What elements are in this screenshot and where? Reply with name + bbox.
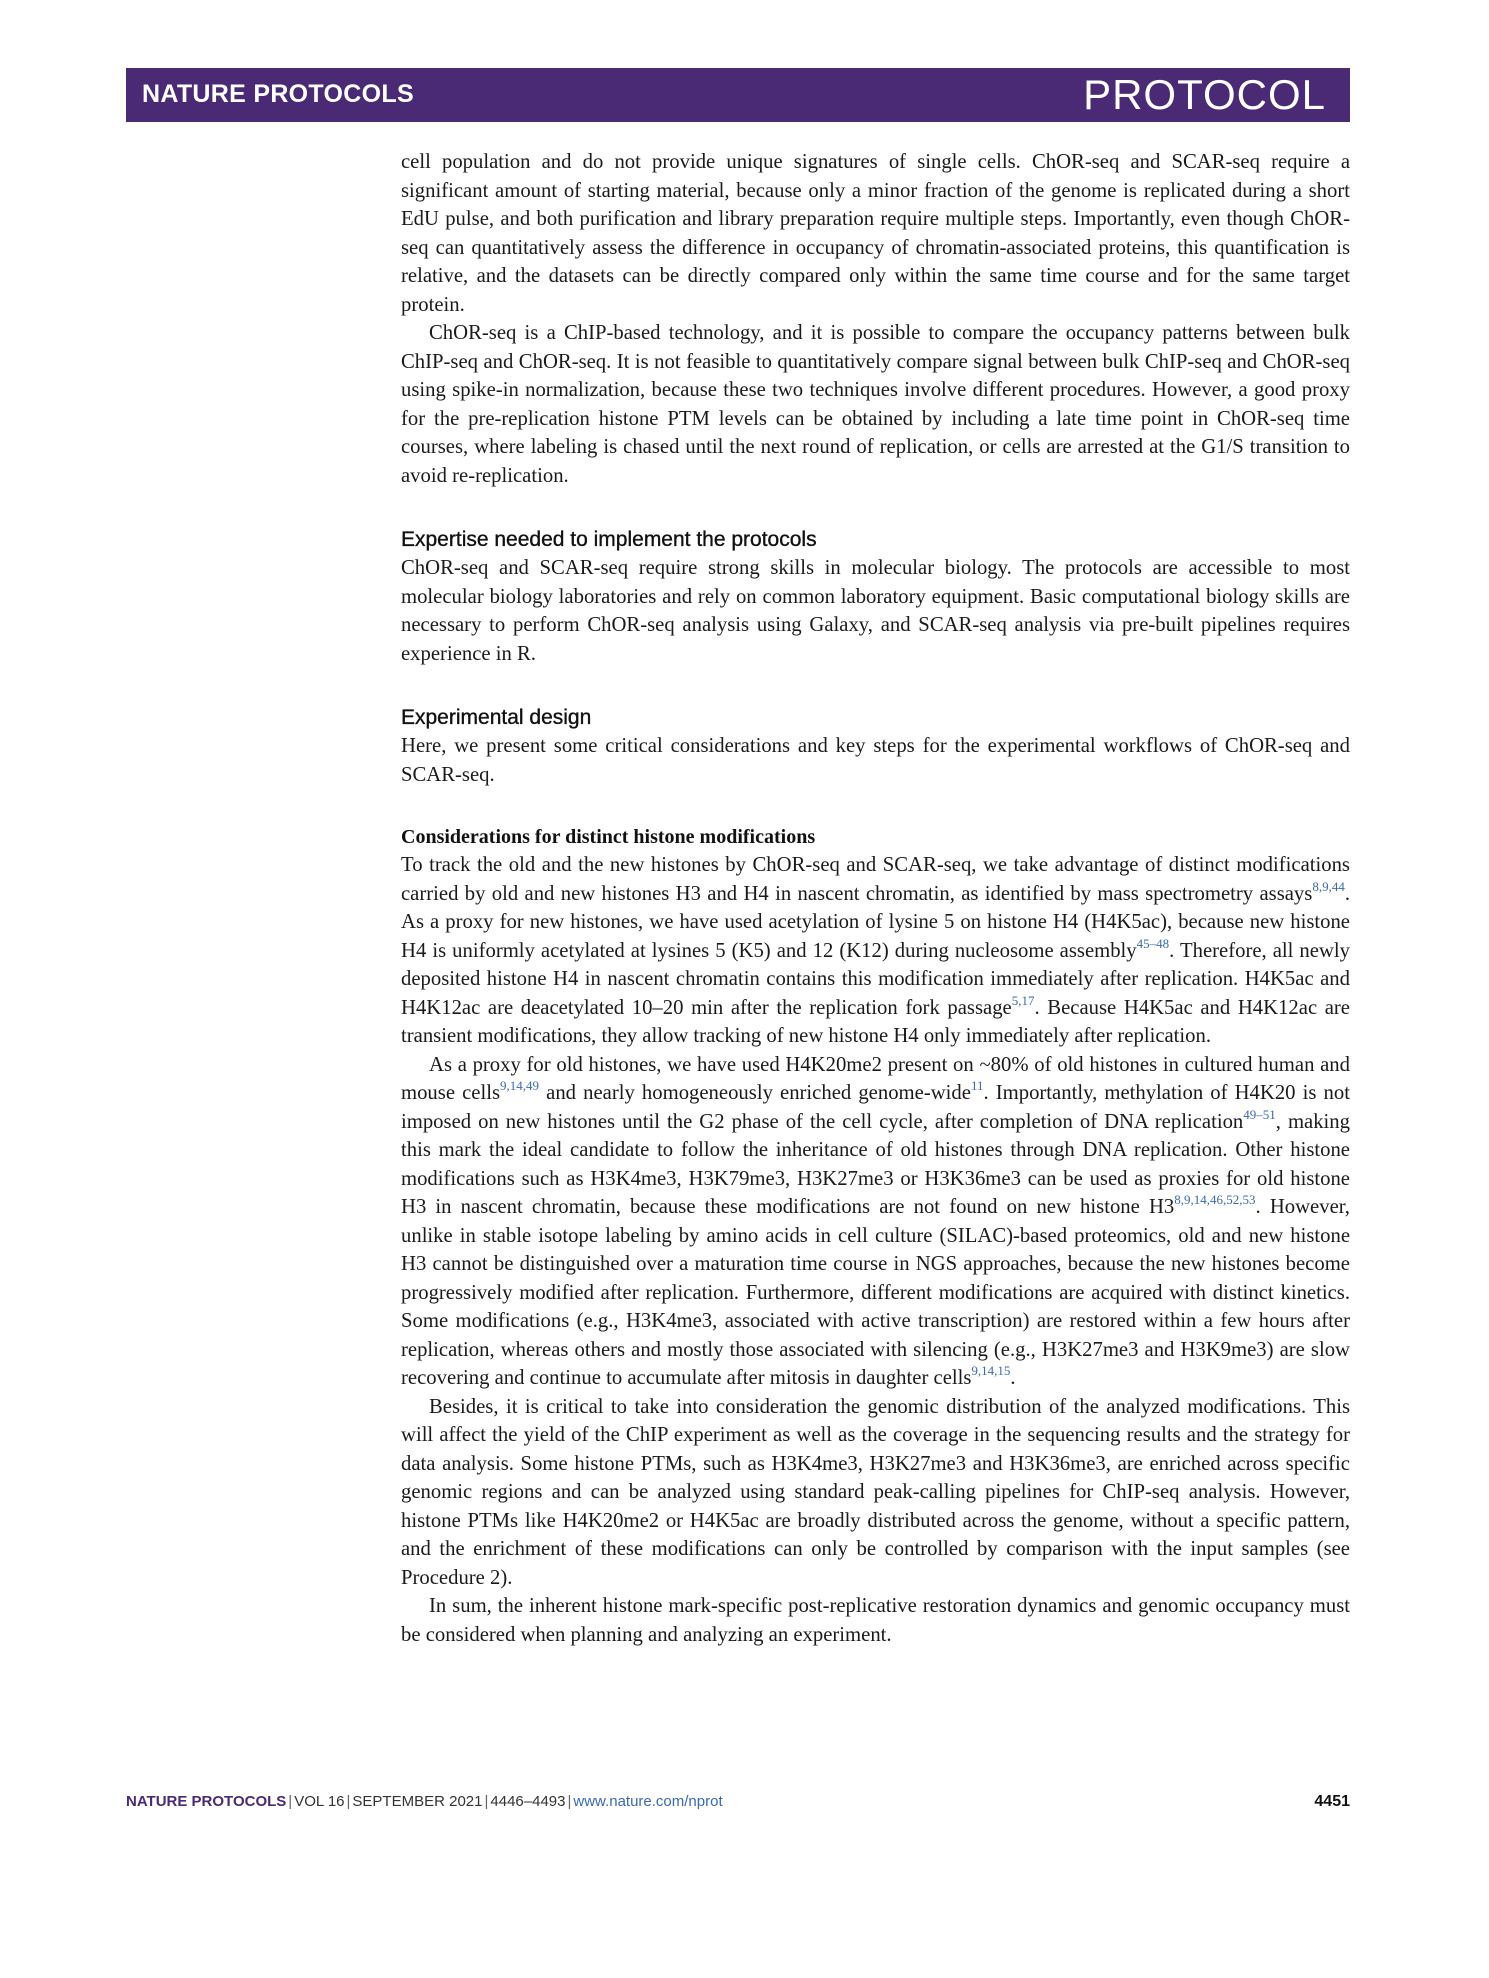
reference-link[interactable]: 5,17 xyxy=(1011,992,1035,1008)
paragraph: cell population and do not provide unique signatures of single cells. ChOR-seq and SCAR-seq require a significant amount of starting material, because only a minor fraction of the genome is replicated during a short EdU pulse, and both purification and library preparation require multiple steps. Importantly, even though ChOR-seq can quantitatively assess the difference in occupancy of chromatin-associated proteins, this quantification is relative, and the datasets can be directly compared only within the same time course and for the same target protein. xyxy=(401,151,1350,316)
page-footer: NATURE PROTOCOLS | VOL 16 | SEPTEMBER 2021 | 4446–4493 | www.nature.com/nprot 4451 xyxy=(126,1793,1350,1810)
paragraph: Here, we present some critical considerations and key steps for the experimental workflows of ChOR-seq and SCAR-seq. xyxy=(401,735,1350,786)
footer-url-link[interactable]: www.nature.com/nprot xyxy=(573,1793,723,1810)
paragraph: Besides, it is critical to take into consideration the genomic distribution of the analyzed modifications. This will affect the yield of the ChIP experiment as well as the coverage in the sequencing results and the strategy for data analysis. Some histone PTMs, such as H3K4me3, H3K27me3 and H3K36me3, are enriched across specific genomic regions and can be analyzed using standard peak-calling pipelines for ChIP-seq analysis. However, histone PTMs like H4K20me2 or H4K5ac are broadly distributed across the genome, without a specific pattern, and the enrichment of these modifications can only be controlled by comparison with the input samples (see Procedure 2). xyxy=(401,1395,1350,1589)
text: . As a proxy for new histones, we have used acetylation of lysine 5 on histone H4 (H4K5ac), because new histone H4 is uniformly acetylated at lysines 5 (K5) and 12 (K12) during nucleosome assembly xyxy=(401,882,1350,962)
reference-link[interactable]: 11 xyxy=(970,1078,984,1093)
paragraph: ChOR-seq and SCAR-seq require strong skills in molecular biology. The protocols are accessible to most molecular biology laboratories and rely on common laboratory equipment. Basic computational biology skills are necessary to perform ChOR-seq analysis using Galaxy, and SCAR-seq analysis via pre-built pipelines requires experience in R. xyxy=(401,557,1350,665)
paragraph xyxy=(401,1051,1350,1393)
reference-link[interactable]: 8,9,44 xyxy=(1312,878,1345,894)
footer-pages: 4446–4493 xyxy=(490,1793,566,1810)
reference-link[interactable]: 9,14,49 xyxy=(500,1078,540,1093)
paragraph: In sum, the inherent histone mark-specific post-replicative restoration dynamics and genomic occupancy must be considered when planning and analyzing an experiment. xyxy=(401,1595,1350,1646)
text: . However, unlike in stable isotope labeling by amino acids in cell culture (SILAC)-based proteomics, old and new histone H3 cannot be distinguished over a maturation time course in NGS approaches, because the new histones become progressively modified after replication. Furthermore, different modifications are acquired with distinct kinetics. Some modifications (e.g., H3K4me3, associated with active transcription) are restored within a few hours after replication, whereas others and mostly those associated with silencing (e.g., H3K27me3 and H3K9me3) are slow recovering and continue to accumulate after mitosis in daughter cells xyxy=(401,1196,1350,1389)
text: . Importantly, methylation of H4K20 is not imposed on new histones until the G2 phase of the cell cycle, after completion of DNA replication xyxy=(401,1082,1350,1133)
article-type: PROTOCOL xyxy=(1083,71,1326,118)
article-body xyxy=(401,148,1350,1649)
reference-link[interactable]: 49–51 xyxy=(1243,1106,1276,1122)
text: . xyxy=(1010,1367,1016,1389)
text: and nearly homogeneously enriched genome-wide xyxy=(539,1082,971,1104)
page-number: 4451 xyxy=(1314,1793,1350,1810)
reference-link[interactable]: 8,9,14,46,52,53 xyxy=(1174,1192,1256,1207)
text: As a proxy for old histones, we have used H4K20me2 present on ~80% of old histones in cultured human and mouse cells xyxy=(401,1053,1350,1104)
footer-volume: VOL 16 xyxy=(294,1793,345,1810)
reference-link[interactable]: 45–48 xyxy=(1136,935,1170,951)
text: . Because H4K5ac and H4K12ac are transient modifications, they allow tracking of new histone H4 only immediately after replication. xyxy=(401,996,1350,1047)
footer-date: SEPTEMBER 2021 xyxy=(352,1793,483,1810)
subsection-heading-considerations: Considerations for distinct histone modifications xyxy=(401,826,816,848)
journal-header-bar xyxy=(126,68,1350,122)
text: . Therefore, all newly deposited histone H4 in nascent chromatin contains this modification immediately after replication. H4K5ac and H4K12ac are deacetylated 10–20 min after the replication fork passage xyxy=(401,939,1350,1019)
section-heading-expertise: Expertise needed to implement the protocols xyxy=(401,528,817,551)
text: To track the old and the new histones by ChOR-seq and SCAR-seq, we take advantage of distinct modifications carried by old and new histones H3 and H4 in nascent chromatin, as identified by mass spectrometry assays xyxy=(401,854,1350,905)
journal-name: NATURE PROTOCOLS xyxy=(142,80,414,108)
section-heading-experimental-design: Experimental design xyxy=(401,706,592,729)
paragraph xyxy=(401,851,1350,1051)
reference-link[interactable]: 9,14,15 xyxy=(971,1363,1011,1378)
footer-journal: NATURE PROTOCOLS xyxy=(126,1793,287,1810)
paragraph: ChOR-seq is a ChIP-based technology, and it is possible to compare the occupancy patterns between bulk ChIP-seq and ChOR-seq. It is not feasible to quantitatively compare signal between bulk ChIP-seq and ChOR-seq using spike-in normalization, because these two techniques involve different procedures. However, a good proxy for the pre-replication histone PTM levels can be obtained by including a late time point in ChOR-seq time courses, where labeling is chased until the next round of replication, or cells are arrested at the G1/S transition to avoid re-replication. xyxy=(401,322,1350,487)
text: , making this mark the ideal candidate to follow the inheritance of old histones through DNA replication. Other histone modifications such as H3K4me3, H3K79me3, H3K27me3 or H3K36me3 can be used as proxies for old histone H3 in nascent chromatin, because these modifications are not found on new histone H3 xyxy=(401,1110,1350,1218)
